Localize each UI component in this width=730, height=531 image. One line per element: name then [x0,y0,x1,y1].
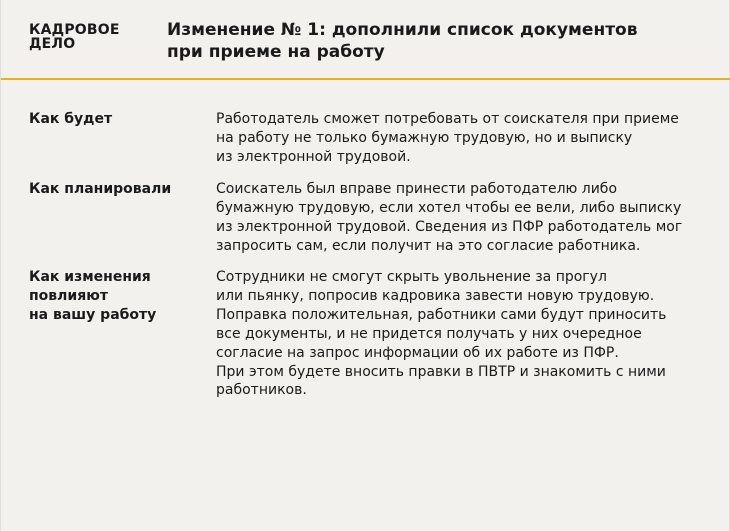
row-text-line: согласие на запрос информации об их работе из ПФР. [216,344,619,361]
row-text [216,268,716,400]
brand-line-2: ДЕЛО [29,36,76,52]
row-text-line: из электронной трудовой. [216,148,411,165]
row-text-line: работников. [216,382,307,399]
header [1,0,730,80]
row-text-line: При этом будете вносить правки в ПВТР и знакомить с ними [216,363,666,380]
row-label-line: Как изменения [29,269,151,285]
row-label-line: Как будет [29,111,113,127]
row-text [216,110,716,167]
row-text-line: на работу не только бумажную трудовую, но и выписку [216,129,633,146]
row-text-line: Поправка положительная, работники сами будут приносить [216,306,667,323]
row-label-line: на вашу работу [29,307,157,323]
brand-line-1: КАДРОВОЕ [29,22,120,38]
row-text-line: из электронной трудовой. Сведения из ПФР работодатель мог [216,218,683,235]
row-text-line: Соискатель был вправе принести работодателю либо [216,181,618,197]
row-text-line: Сотрудники не смогут скрыть увольнение за прогул [216,269,607,285]
row-label [29,110,199,129]
row-label-line: Как планировали [29,181,172,197]
row-text-line: запросить сам, если получит на это согласие работника. [216,237,641,254]
title-line-1: Изменение № 1: дополнили список документов [167,20,638,40]
row-label-line: повлияют [29,288,108,304]
row-text-line: Работодатель сможет потребовать от соискателя при приеме [216,111,679,127]
page-title [167,19,707,63]
row-text-line: или пьянку, попросив кадровика завести новую трудовую. [216,287,655,304]
row-label [29,268,199,325]
row-text-line: бумажную трудовую, если хотел чтобы ее вели, либо выписку [216,199,682,216]
row-label [29,180,199,199]
brand-logo [29,23,120,51]
row-text-line: все документы, и не придется получать у них очередное [216,325,642,342]
title-line-2: при приеме на работу [167,42,385,62]
row-text [216,180,716,256]
